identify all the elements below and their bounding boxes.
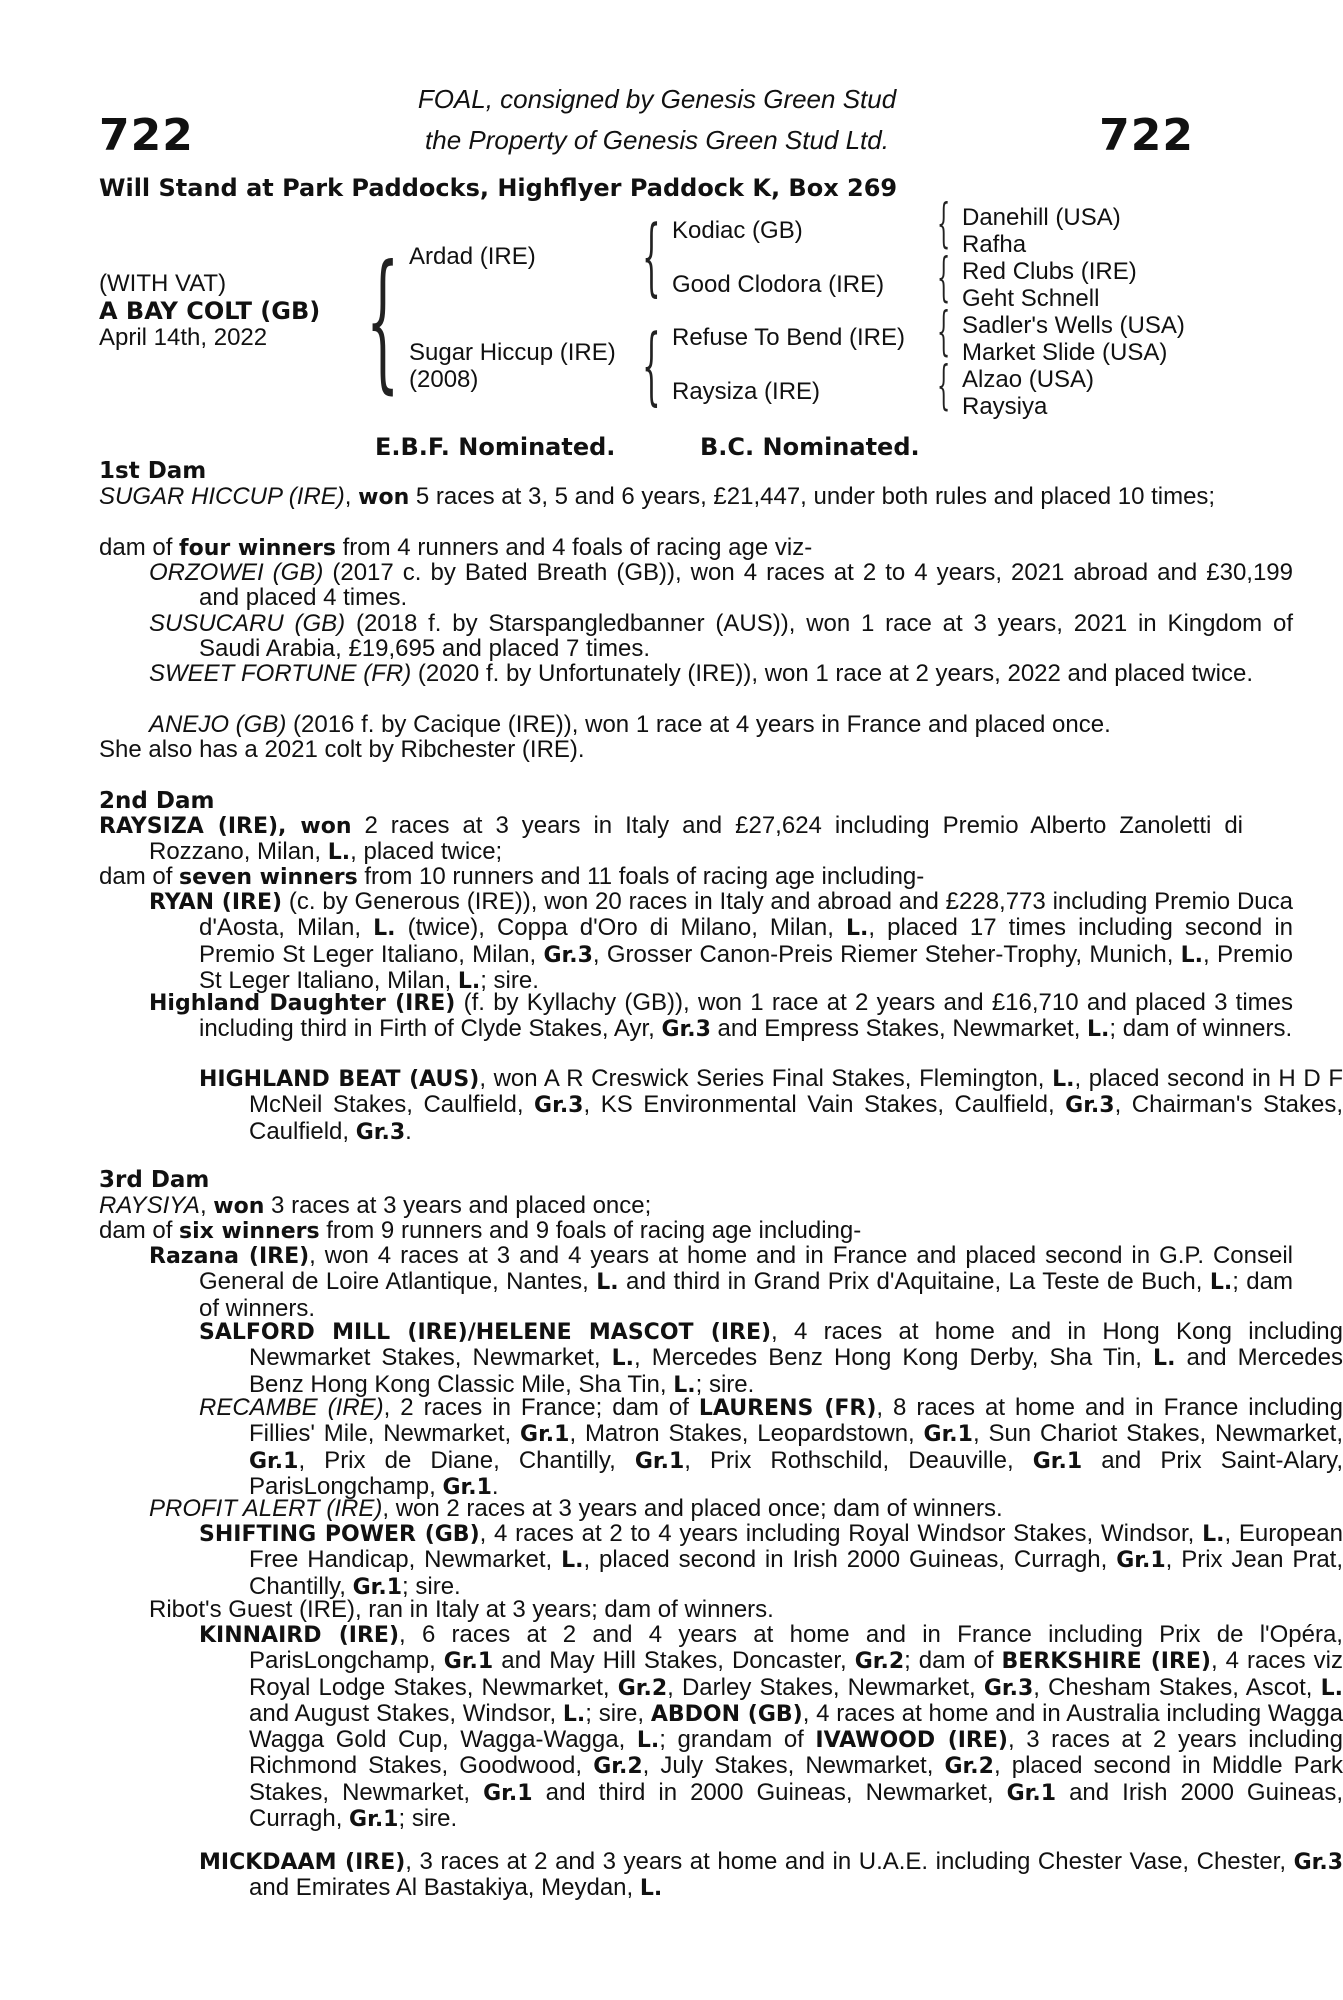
ancestor-6: Market Slide (USA)	[962, 339, 1168, 366]
offspring-profit-alert: PROFIT ALERT (IRE), won 2 races at 3 years and placed once; dam of winners.	[149, 1495, 1003, 1522]
ancestor-4: Geht Schnell	[962, 285, 1100, 312]
sire-dam: Good Clodora (IRE)	[672, 271, 885, 298]
consignor-line: FOAL, consigned by Genesis Green Stud	[417, 84, 897, 114]
lot-number-right: 722	[1099, 110, 1194, 161]
second-dam-produce: dam of seven winners from 10 runners and 11 foals of racing age including-	[99, 863, 925, 890]
stand-line: Will Stand at Park Paddocks, Highflyer Paddock K, Box 269	[99, 174, 898, 202]
offspring-highland-daughter: Highland Daughter (IRE) (f. by Kyllachy (GB)), won 1 race at 2 years and £16,710 and placed 3 times including third in Firth of Clyde Stakes, Ayr, Gr.3 and Empress Stakes, Newmarket, L.; dam of winners.	[149, 989, 1293, 1043]
pedigree-brace-dam: {	[642, 316, 661, 414]
dam-sire: Refuse To Bend (IRE)	[672, 324, 906, 351]
first-dam-note: She also has a 2021 colt by Ribchester (IRE).	[99, 736, 585, 763]
offspring-recambe: RECAMBE (IRE), 2 races in France; dam of LAURENS (FR), 8 races at home and in France including Fillies' Mile, Newmarket, Gr.1, Matron Stakes, Leopardstown, Gr.1, Sun Chariot Stakes, Newmarket, Gr.1, Prix de Diane, Chantilly, Gr.1, Prix Rothschild, Deauville, Gr.1 and Prix Saint-Alary, ParisLongchamp, Gr.1.	[199, 1394, 1343, 1500]
offspring-ribots-guest: Ribot's Guest (IRE), ran in Italy at 3 years; dam of winners.	[149, 1596, 774, 1623]
offspring-shifting-power: SHIFTING POWER (GB), 4 races at 2 to 4 years including Royal Windsor Stakes, Windsor, L., European Free Handicap, Newmarket, L., placed second in Irish 2000 Guineas, Curragh, Gr.1, Prix Jean Prat, Chantilly, Gr.1; sire.	[199, 1520, 1343, 1600]
offspring-orzowei: ORZOWEI (GB) (2017 c. by Bated Breath (GB)), won 4 races at 2 to 4 years, 2021 abroad and £30,199 and placed 4 times.	[149, 559, 1294, 612]
lot-name: A BAY COLT (GB)	[99, 297, 321, 325]
third-dam-record: RAYSIYA, won 3 races at 3 years and placed once;	[99, 1192, 652, 1219]
property-line: the Property of Genesis Green Stud Ltd.	[425, 125, 889, 155]
offspring-mickdaam: MICKDAAM (IRE), 3 races at 2 and 3 years at home and in U.A.E. including Chester Vase, Chester, Gr.3 and Emirates Al Bastakiya, Meydan, L.	[199, 1848, 1343, 1902]
offspring-salford-mill: SALFORD MILL (IRE)/HELENE MASCOT (IRE), 4 races at home and in Hong Kong including Newmarket Stakes, Newmarket, L., Mercedes Benz Hong Kong Derby, Sha Tin, L. and Mercedes Benz Hong Kong Classic Mile, Sha Tin, L.; sire.	[199, 1318, 1343, 1398]
first-dam-heading: 1st Dam	[99, 458, 207, 484]
offspring-susucaru: SUSUCARU (GB) (2018 f. by Starspangledbanner (AUS)), won 1 race at 3 years, 2021 in Kingdom of Saudi Arabia, £19,695 and placed 7 times.	[149, 610, 1293, 663]
offspring-razana: Razana (IRE), won 4 races at 3 and 4 years at home and in France and placed second in G.P. Conseil General de Loire Atlantique, Nantes, L. and third in Grand Prix d'Aquitaine, La Teste de Buch, L.; dam of winners.	[149, 1242, 1293, 1322]
ancestor-8: Raysiya	[962, 393, 1048, 420]
offspring-ryan: RYAN (IRE) (c. by Generous (IRE)), won 20 races in Italy and abroad and £228,773 including Premio Duca d'Aosta, Milan, L. (twice), Coppa d'Oro di Milano, Milan, L., placed 17 times including second in Premio St Leger Italiano, Milan, Gr.3, Grosser Canon-Preis Riemer Steher-Trophy, Munich, L., Premio St Leger Italiano, Milan, L.; sire.	[149, 888, 1294, 994]
dam-dam: Raysiza (IRE)	[672, 378, 821, 405]
brace-g1: {	[937, 194, 951, 254]
sire: Ardad (IRE)	[409, 243, 536, 270]
brace-g4: {	[937, 356, 951, 416]
pedigree-brace-sire: {	[642, 207, 661, 305]
third-dam-produce: dam of six winners from 9 runners and 9 foals of racing age including-	[99, 1217, 862, 1244]
lot-number-left: 722	[99, 110, 194, 161]
ancestor-2: Rafha	[962, 231, 1027, 258]
first-dam-record: SUGAR HICCUP (IRE), won 5 races at 3, 5 and 6 years, £21,447, under both rules and placed 10 times;	[99, 483, 1216, 510]
sire-sire: Kodiac (GB)	[672, 217, 803, 244]
pedigree-brace-main: {	[366, 234, 400, 408]
first-dam-produce: dam of four winners from 4 runners and 4 foals of racing age viz-	[99, 534, 813, 561]
ancestor-7: Alzao (USA)	[962, 366, 1095, 393]
foaling-date: April 14th, 2022	[99, 324, 268, 351]
dam-year: (2008)	[409, 366, 479, 393]
dam: Sugar Hiccup (IRE)	[409, 339, 616, 366]
offspring-kinnaird: KINNAIRD (IRE), 6 races at 2 and 4 years at home and in France including Prix de l'Opéra, ParisLongchamp, Gr.1 and May Hill Stakes, Doncaster, Gr.2; dam of BERKSHIRE (IRE), 4 races viz Royal Lodge Stakes, Newmarket, Gr.2, Darley Stakes, Newmarket, Gr.3, Chesham Stakes, Ascot, L. and August Stakes, Windsor, L.; sire, ABDON (GB), 4 races at home and in Australia including Wagga Wagga Gold Cup, Wagga-Wagga, L.; grandam of IVAWOOD (IRE), 3 races at 2 years including Richmond Stakes, Goodwood, Gr.2, July Stakes, Newmarket, Gr.2, placed second in Middle Park Stakes, Newmarket, Gr.1 and third in 2000 Guineas, Newmarket, Gr.1 and Irish 2000 Guineas, Curragh, Gr.1; sire.	[199, 1621, 1343, 1833]
second-dam-record: RAYSIZA (IRE), won 2 races at 3 years in Italy and £27,624 including Premio Alberto Zanoletti di Rozzano, Milan, L., placed twice;	[99, 812, 1243, 866]
ancestor-3: Red Clubs (IRE)	[962, 258, 1137, 285]
brace-g3: {	[937, 302, 951, 362]
brace-g2: {	[937, 248, 951, 308]
ancestor-1: Danehill (USA)	[962, 204, 1121, 231]
offspring-sweet-fortune: SWEET FORTUNE (FR) (2020 f. by Unfortunately (IRE)), won 1 race at 2 years, 2022 and placed twice.	[149, 660, 1253, 687]
ebf-nominated: E.B.F. Nominated.	[375, 433, 616, 461]
second-dam-heading: 2nd Dam	[99, 788, 215, 814]
third-dam-heading: 3rd Dam	[99, 1167, 210, 1193]
vat-note: (WITH VAT)	[99, 270, 227, 297]
bc-nominated: B.C. Nominated.	[700, 433, 920, 461]
ancestor-5: Sadler's Wells (USA)	[962, 312, 1185, 339]
offspring-anejo: ANEJO (GB) (2016 f. by Cacique (IRE)), won 1 race at 4 years in France and placed once.	[149, 711, 1111, 738]
offspring-highland-beat: HIGHLAND BEAT (AUS), won A R Creswick Series Final Stakes, Flemington, L., placed second in H D F McNeil Stakes, Caulfield, Gr.3, KS Environmental Vain Stakes, Caulfield, Gr.3, Chairman's Stakes, Caulfield, Gr.3.	[199, 1065, 1343, 1145]
